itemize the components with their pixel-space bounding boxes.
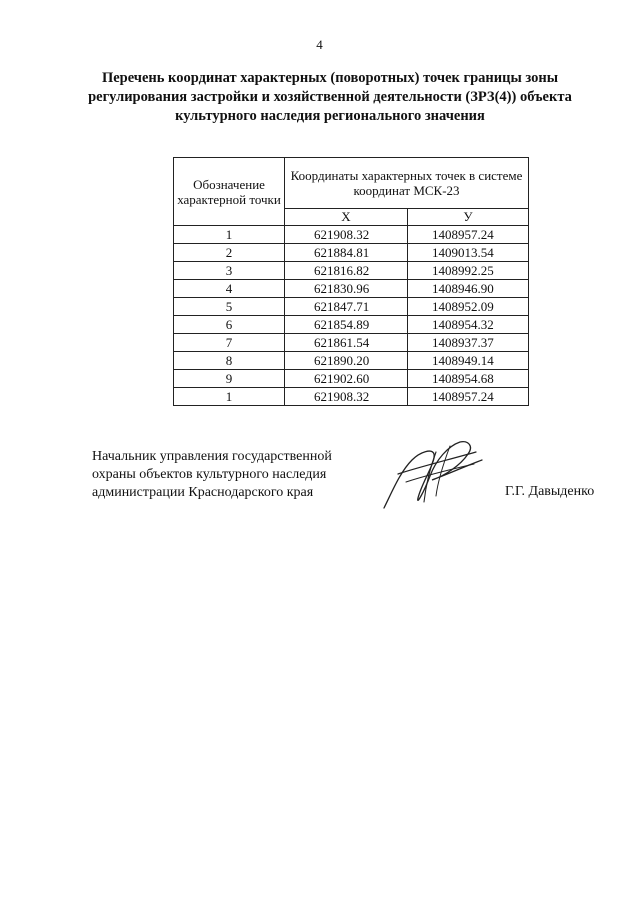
point-cell: 2 <box>174 244 285 262</box>
table-row <box>174 316 529 334</box>
coordinates-table-body <box>174 226 529 406</box>
header-x: X <box>285 209 408 226</box>
title-line-1: Перечень координат характерных (поворотных) точек границы зоны <box>101 70 559 86</box>
signatory-position <box>92 448 332 502</box>
signer-name: Г.Г. Давыденко <box>505 484 595 499</box>
point-cell: 4 <box>174 280 285 298</box>
point-cell: 1 <box>174 226 285 244</box>
point-cell: 6 <box>174 316 285 334</box>
table-row <box>174 226 529 244</box>
handwritten-signature <box>378 432 488 512</box>
x-coordinate-cell: 621861.54 <box>285 334 408 352</box>
point-cell: 9 <box>174 370 285 388</box>
table-row <box>174 280 529 298</box>
table-row <box>174 388 529 406</box>
y-coordinate-cell: 1409013.54 <box>408 244 529 262</box>
table-row <box>174 370 529 388</box>
x-coordinate-cell: 621902.60 <box>285 370 408 388</box>
table-row <box>174 244 529 262</box>
coordinates-table <box>173 157 529 406</box>
x-coordinate-cell: 621890.20 <box>285 352 408 370</box>
header-coordinate-system: Координаты характерных точек в системе координат МСК-23 <box>285 158 529 209</box>
point-cell: 7 <box>174 334 285 352</box>
x-coordinate-cell: 621830.96 <box>285 280 408 298</box>
x-coordinate-cell: 621908.32 <box>285 388 408 406</box>
page-number: 4 <box>316 37 323 52</box>
x-coordinate-cell: 621908.32 <box>285 226 408 244</box>
table-row <box>174 298 529 316</box>
y-coordinate-cell: 1408957.24 <box>408 226 529 244</box>
table-row <box>174 352 529 370</box>
y-coordinate-cell: 1408954.32 <box>408 316 529 334</box>
table-row <box>174 334 529 352</box>
point-cell: 3 <box>174 262 285 280</box>
title-line-2: регулирования застройки и хозяйственной деятельности (ЗРЗ(4)) объекта <box>88 89 572 105</box>
y-coordinate-cell: 1408949.14 <box>408 352 529 370</box>
table-row <box>174 262 529 280</box>
y-coordinate-cell: 1408954.68 <box>408 370 529 388</box>
y-coordinate-cell: 1408952.09 <box>408 298 529 316</box>
position-line-1: Начальник управления государственной <box>92 449 332 464</box>
point-cell: 1 <box>174 388 285 406</box>
y-coordinate-cell: 1408937.37 <box>408 334 529 352</box>
x-coordinate-cell: 621816.82 <box>285 262 408 280</box>
x-coordinate-cell: 621854.89 <box>285 316 408 334</box>
header-y: У <box>408 209 529 226</box>
point-cell: 8 <box>174 352 285 370</box>
y-coordinate-cell: 1408946.90 <box>408 280 529 298</box>
position-line-2: охраны объектов культурного наследия <box>92 467 327 482</box>
y-coordinate-cell: 1408957.24 <box>408 388 529 406</box>
document-title <box>60 69 600 126</box>
y-coordinate-cell: 1408992.25 <box>408 262 529 280</box>
header-point-designation: Обозначение характерной точки <box>174 158 285 226</box>
point-cell: 5 <box>174 298 285 316</box>
title-line-3: культурного наследия регионального значения <box>175 108 485 124</box>
x-coordinate-cell: 621884.81 <box>285 244 408 262</box>
position-line-3: администрации Краснодарского края <box>92 485 314 500</box>
x-coordinate-cell: 621847.71 <box>285 298 408 316</box>
